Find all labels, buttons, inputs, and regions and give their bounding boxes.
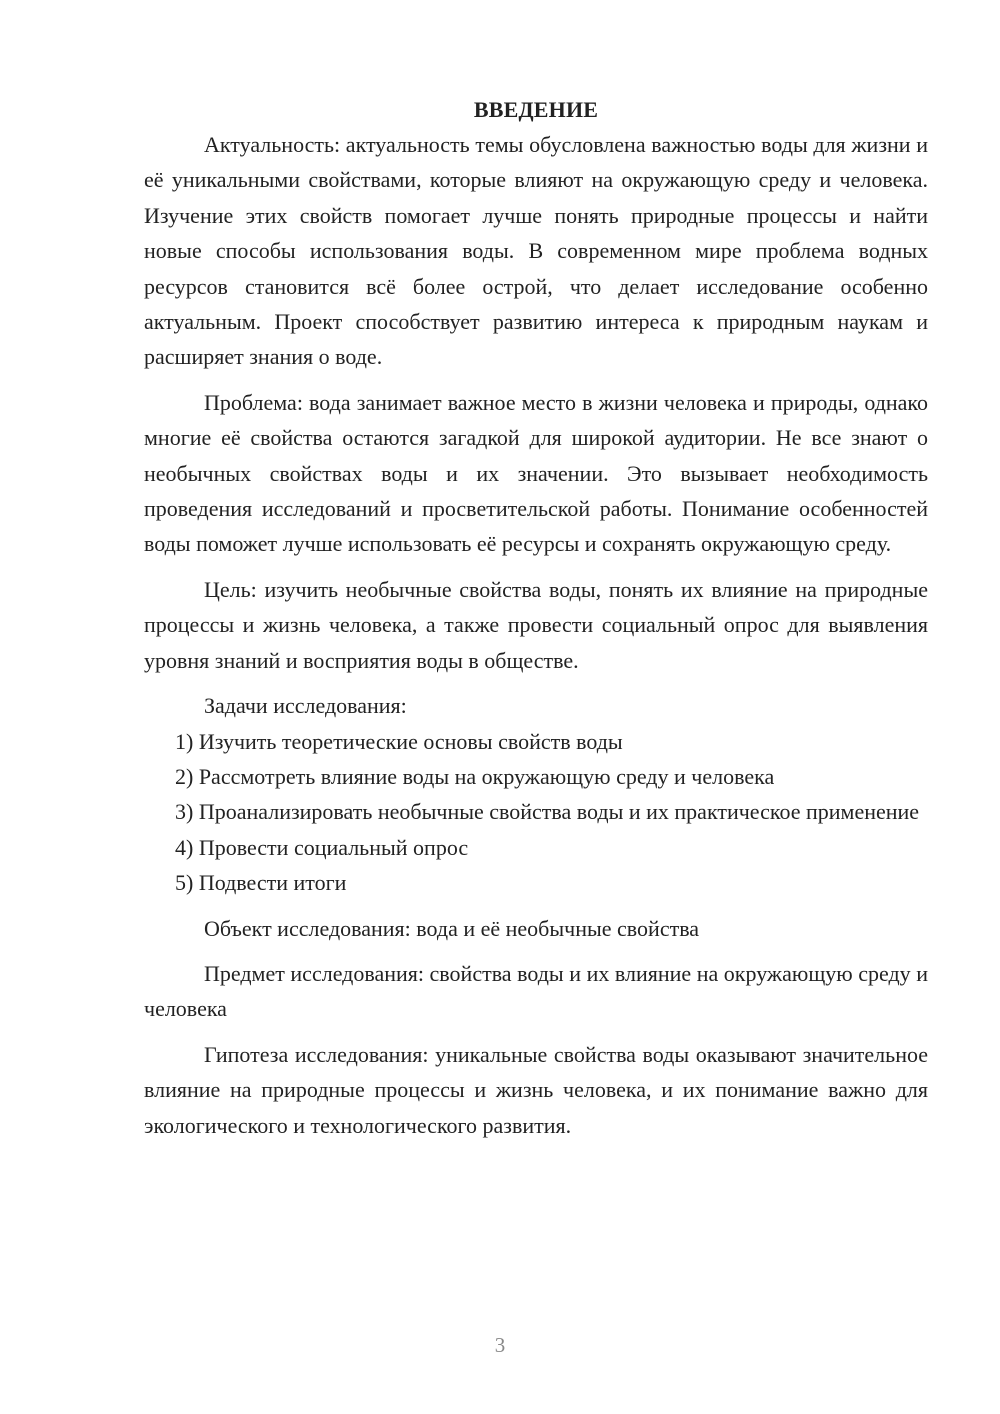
paragraph-problem: Проблема: вода занимает важное место в жизни человека и природы, однако многие её свойства остаются загадкой для широкой аудитории. Не все знают о необычных свойствах воды и их значении. Это вызывает необходимость проведения исследований и просветительской работы. Понимание особенностей воды поможет лучше использовать её ресурсы и сохранять окружающую среду.	[144, 389, 928, 557]
paragraph-hypothesis: Гипотеза исследования: уникальные свойства воды оказывают значительное влияние на природные процессы и жизнь человека, и их понимание важно для экологического и технологического развития.	[144, 1041, 928, 1138]
paragraph-subject: Предмет исследования: свойства воды и их влияние на окружающую среду и человека	[144, 960, 928, 1022]
task-item-2: 2) Рассмотреть влияние воды на окружающую среду и человека	[175, 763, 775, 789]
task-item-4: 4) Провести социальный опрос	[175, 834, 469, 860]
section-title: ВВЕДЕНИЕ	[473, 97, 599, 122]
document-page	[144, 92, 928, 1143]
tasks-heading: Задачи исследования:	[204, 693, 407, 719]
page-number: 3	[494, 1333, 506, 1357]
task-item-5: 5) Подвести итоги	[175, 870, 347, 896]
paragraph-goal: Цель: изучить необычные свойства воды, понять их влияние на природные процессы и жизнь человека, а также провести социальный опрос для выявления уровня знаний и восприятия воды в обществе.	[144, 576, 928, 673]
task-item-3: 3) Проанализировать необычные свойства воды и их практическое применение	[175, 799, 920, 825]
paragraph-object: Объект исследования: вода и её необычные свойства	[204, 915, 700, 941]
paragraph-relevance: Актуальность: актуальность темы обусловлена важностью воды для жизни и её уникальными свойствами, которые влияют на окружающую среду и человека. Изучение этих свойств помогает лучше понять природные процессы и найти новые способы использования воды. В современном мире проблема водных ресурсов становится всё более острой, что делает исследование особенно актуальным. Проект способствует развитию интереса к природным наукам и расширяет знания о воде.	[144, 132, 928, 370]
task-item-1: 1) Изучить теоретические основы свойств воды	[175, 728, 623, 754]
